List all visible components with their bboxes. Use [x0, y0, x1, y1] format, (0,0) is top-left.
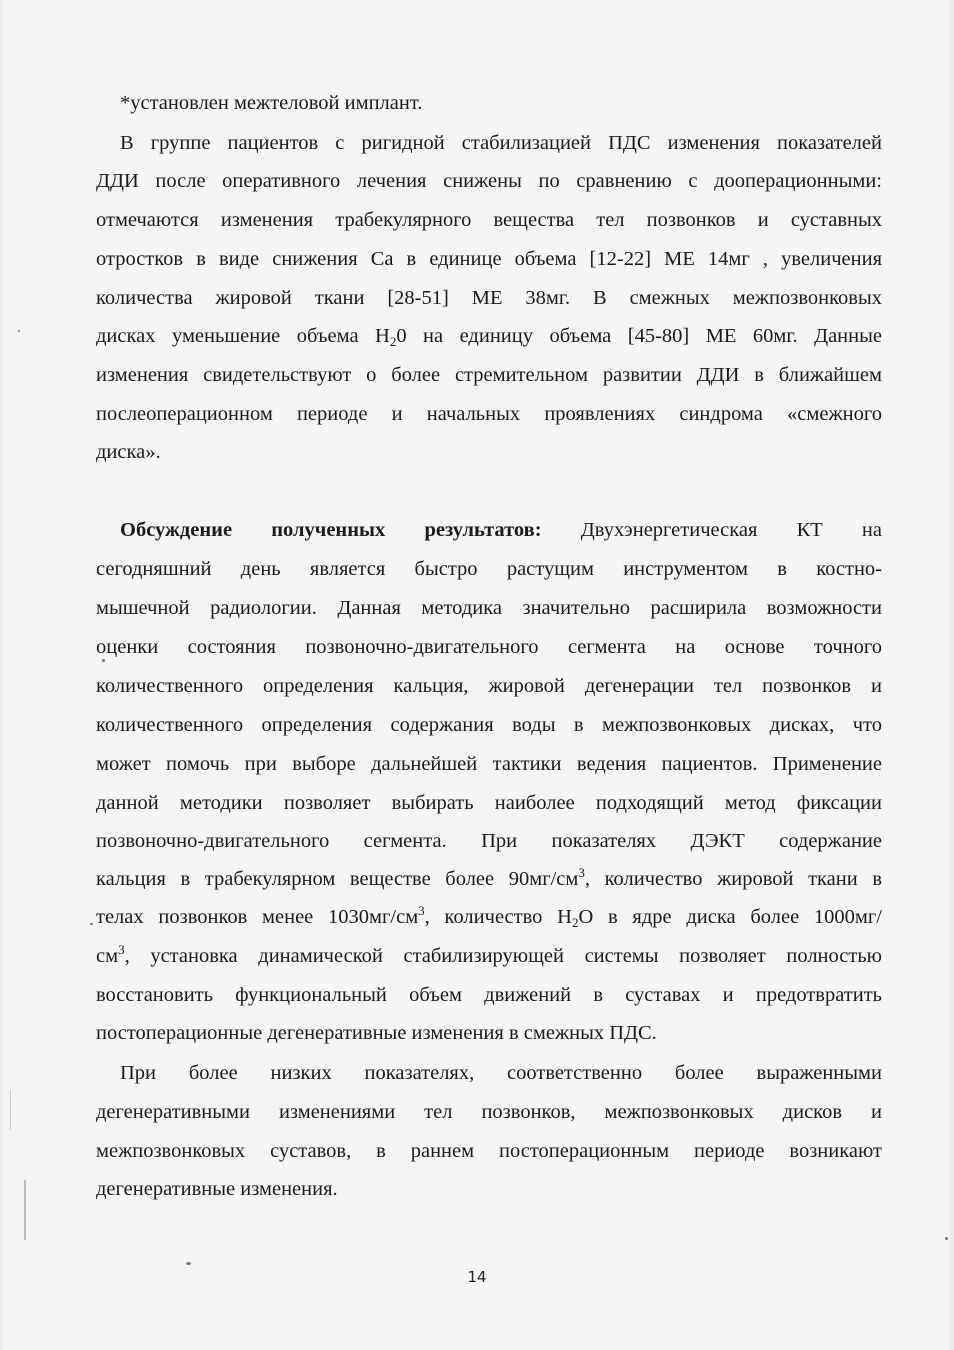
paragraph2-line-1: Обсуждение полученных результатов: Двухэнергетическая КТ на	[120, 519, 883, 541]
paragraph2-line-4: оценки состояния позвоночно-двигательного сегмента на основе точного	[96, 636, 882, 658]
paragraph1-line-2: ДДИ после оперативного лечения снижены по сравнению с дооперационными:	[96, 170, 882, 192]
paragraph2-line-8: данной методики позволяет выбирать наиболее подходящий метод фиксации	[96, 792, 882, 814]
paragraph2-line-7: может помочь при выборе дальнейшей тактики ведения пациентов. Применение	[96, 753, 882, 775]
discussion-heading: Обсуждение полученных результатов:	[120, 519, 542, 541]
scan-speck	[186, 1262, 191, 1265]
scan-speck	[90, 923, 93, 925]
scan-speck	[945, 1237, 948, 1240]
scan-speck	[18, 330, 20, 332]
paragraph2-line-14: постоперационные дегенеративные изменения в смежных ПДС.	[96, 1022, 657, 1044]
paragraph1-line-3: отмечаются изменения трабекулярного вещества тел позвонков и суставных	[96, 209, 882, 231]
paragraph1-line-4: отростков в виде снижения Са в единице объема [12-22] МЕ 14мг , увеличения	[96, 248, 882, 270]
paragraph2-line-11: телах позвонков менее $1030мг/см^3$, количество $Н_2О$ в ядре диска более 1000мг/	[96, 903, 883, 930]
paragraph1-line-8: послеоперационном периоде и начальных проявлениях синдрома «смежного	[96, 403, 882, 425]
implant-note: *установлен межтеловой имплант.	[120, 92, 423, 114]
page-number: 14	[467, 1268, 487, 1286]
paragraph2-line-3: мышечной радиологии. Данная методика значительно расширила возможности	[96, 597, 882, 619]
paragraph2-line-5: количественного определения кальция, жировой дегенерации тел позвонков и	[96, 675, 882, 697]
scan-edge-left	[0, 0, 4, 1350]
paragraph1-line-7: изменения свидетельствуют о более стремительном развитии ДДИ в ближайшем	[96, 364, 882, 386]
paragraph3-line-3: межпозвонковых суставов, в раннем постоперационным периоде возникают	[96, 1140, 882, 1162]
paragraph1-line-5: количества жировой ткани [28-51] МЕ 38мг. В смежных межпозвонковых	[96, 287, 882, 309]
paragraph1-line-6: дисках уменьшение объема $Н_20$ на единицу объема [45-80] МЕ 60мг. Данные	[96, 325, 882, 349]
paragraph3-line-2: дегенеративными изменениями тел позвонков, межпозвонковых дисков и	[96, 1101, 882, 1123]
scan-mark	[24, 1180, 26, 1240]
paragraph2-line-10: кальция в трабекулярном веществе более $90мг/см^3$, количество жировой ткани в	[96, 865, 882, 890]
paragraph2-line-6: количественного определения содержания воды в межпозвонковых дисках, что	[96, 714, 882, 736]
paragraph3-line-1: При более низких показателях, соответственно более выраженными	[120, 1062, 882, 1084]
paragraph2-line-2: сегодняшний день является быстро растущим инструментом в костно-	[96, 558, 882, 580]
paragraph2-line-13: восстановить функциональный объем движений в суставах и предотвратить	[96, 984, 882, 1006]
scan-mark	[10, 1090, 11, 1130]
paragraph2-line-9: позвоночно-двигательного сегмента. При показателях ДЭКТ содержание	[96, 830, 882, 852]
paragraph3-line-4: дегенеративные изменения.	[96, 1178, 338, 1200]
paragraph1-line-1: В группе пациентов с ригидной стабилизацией ПДС изменения показателей	[120, 132, 882, 154]
scan-speck	[102, 659, 105, 662]
paragraph2-line-12: $см^3$, установка динамической стабилизирующей системы позволяет полностью	[96, 942, 882, 967]
scan-edge-right	[948, 0, 954, 1350]
paragraph1-line-9: диска».	[96, 441, 161, 463]
